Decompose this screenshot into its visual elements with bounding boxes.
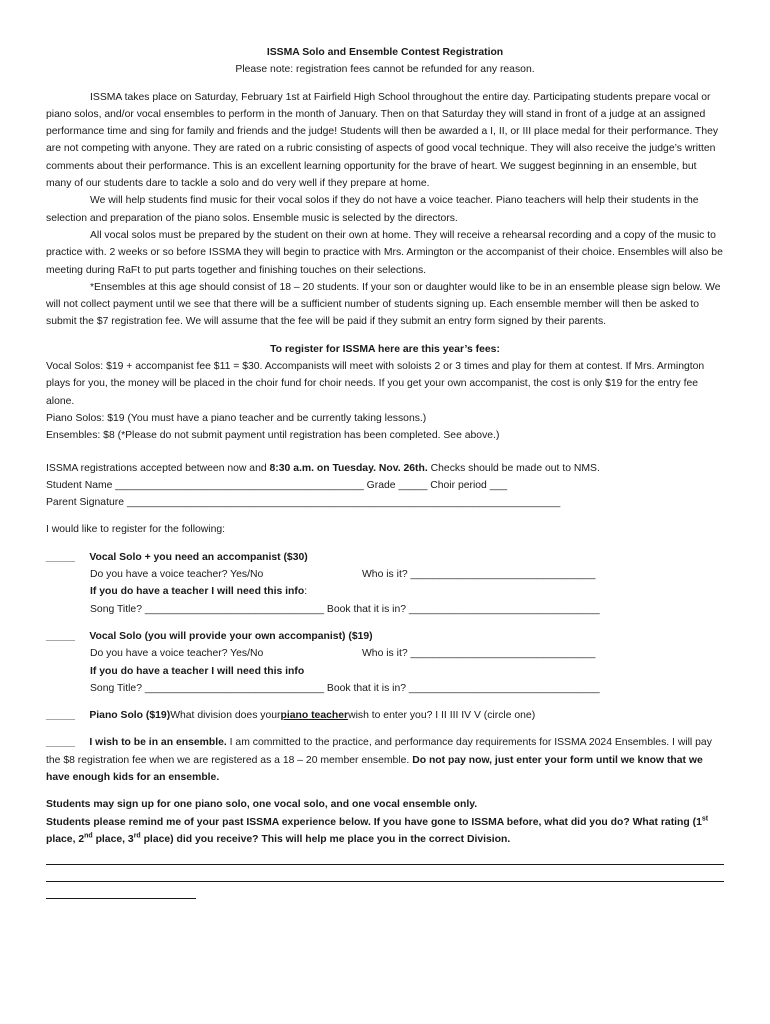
registration-deadline <box>46 460 724 477</box>
experience-text-d: place) did you receive? This will help me place you in the correct Division. <box>140 833 511 845</box>
vocal-accompanist-title: Vocal Solo + you need an accompanist ($30) <box>89 551 308 563</box>
experience-text-b: place, 2 <box>46 833 85 845</box>
who-is-it-field[interactable]: Who is it? ________________________________ <box>362 648 596 660</box>
option-ensemble <box>46 734 724 786</box>
checkbox-blank-vocal-accompanist[interactable]: _____ <box>46 551 75 563</box>
intro-paragraph-4: *Ensembles at this age should consist of 18 – 20 students. If your son or daughter would like to be in an ensemble please sign below. We will not collect payment until we see that there will be a sufficient number of students signing up. Each ensemble member will then be asked to submit the $7 registration fee. We will assume that the fee will be paid if they submit an entry form signed by their parents. <box>46 281 721 328</box>
option-vocal-own <box>46 628 724 645</box>
vocal-accompanist-teacher-row <box>46 566 724 583</box>
deadline-checks: Checks should be made out to NMS. <box>427 462 600 474</box>
song-title-field[interactable]: Song Title? _______________________________ <box>90 603 325 615</box>
ensemble-title: I wish to be in an ensemble. <box>89 737 227 749</box>
teacher-info-text: If you do have a teacher I will need this info <box>90 665 305 677</box>
sup-third: rd <box>133 832 141 840</box>
checkbox-blank-ensemble[interactable]: _____ <box>46 737 75 749</box>
checkbox-blank-vocal-own[interactable]: _____ <box>46 630 75 642</box>
sup-first: st <box>701 815 709 823</box>
who-is-it-field[interactable]: Who is it? ________________________________ <box>362 569 596 581</box>
fees-heading: To register for ISSMA here are this year’s fees: <box>270 343 500 355</box>
piano-solo-title: Piano Solo ($19) <box>89 710 171 722</box>
song-book-row <box>46 601 724 618</box>
checkbox-blank-piano[interactable]: _____ <box>46 710 75 722</box>
experience-answer-line[interactable] <box>46 865 724 882</box>
ensemble-payment-note: Do not pay now, just enter your form until we know that we have enough kids for an ensemble. <box>46 754 703 783</box>
refund-note: Please note: registration fees cannot be refunded for any reason. <box>235 64 535 76</box>
experience-answer-line[interactable] <box>46 882 196 899</box>
experience-text-a: Students please remind me of your past ISSMA experience below. If you have gone to ISSMA before, what did you do? What rating (1 <box>46 816 702 828</box>
intro-paragraph-3: All vocal solos must be prepared by the student on their own at home. They will receive a rehearsal recording and a copy of the music to practice with. 2 weeks or so before ISSMA they will begin to practice with Mrs. Armington or the accompanist of their choice. Ensembles will also be meeting during RaFt to put parts together and finishing touches on their selections. <box>46 229 723 276</box>
option-piano-solo <box>46 707 724 724</box>
piano-question: What division does your <box>170 710 281 722</box>
experience-answer-line[interactable] <box>46 848 724 865</box>
experience-text-c: place, 3 <box>92 833 134 845</box>
parent-signature-field[interactable]: Parent Signature ___________________________________________________________________________ <box>46 497 561 509</box>
vocal-own-title: Vocal Solo (you will provide your own accompanist) ($19) <box>89 630 373 642</box>
student-name-field[interactable]: Student Name ___________________________________________ Grade _____ Choir period ___ <box>46 479 508 491</box>
signup-limit-note: Students may sign up for one piano solo, one vocal solo, and one vocal ensemble only. <box>46 799 478 811</box>
piano-teacher-emphasis: piano teacher <box>280 710 349 722</box>
song-book-row <box>46 680 724 697</box>
form-title: ISSMA Solo and Ensemble Contest Registration <box>266 47 504 58</box>
book-field[interactable]: Book that it is in? _________________________________ <box>326 603 600 615</box>
voice-teacher-question: Do you have a voice teacher? Yes/No <box>90 648 264 660</box>
book-field[interactable]: Book that it is in? _________________________________ <box>326 682 600 694</box>
piano-division-choices[interactable]: wish to enter you? I II III IV V (circle one) <box>348 710 536 722</box>
teacher-info-note <box>46 663 724 680</box>
teacher-info-note <box>46 583 724 600</box>
ensemble-text: I am committed to the practice, and performance day requirements for ISSMA 2024 Ensembles. I will pay the $8 registration fee when we are registered as a 18 – 20 member ensemble. <box>46 737 712 766</box>
teacher-info-colon: : <box>304 586 308 598</box>
option-vocal-accompanist <box>46 549 724 566</box>
register-prompt: I would like to register for the following: <box>46 524 226 536</box>
intro-paragraph-1: ISSMA takes place on Saturday, February 1st at Fairfield High School throughout the entire day. Participating students prepare vocal or piano solos, and/or vocal ensembles to perform in the month of January. Then on that Saturday they will stand in front of a judge at an assigned performance time and sing for family and friends and the judge! Students will then be awarded a I, II, or III place medal for their performance. They are not competing with anyone. They are rated on a rubric consisting of aspects of good vocal technique. They will also receive the judge’s written comments about their performance. This is an excellent learning opportunity for the brave of heart. We suggest beginning in an ensemble, but many of our students dare to tackle a solo and do very well if they prepare at home. <box>46 91 719 190</box>
deadline-date: 8:30 a.m. on Tuesday. Nov. 26th. <box>269 462 428 474</box>
fee-piano-solos: Piano Solos: $19 (You must have a piano teacher and be currently taking lessons.) <box>46 412 427 424</box>
vocal-own-teacher-row <box>46 645 724 662</box>
fee-ensembles: Ensembles: $8 (*Please do not submit payment until registration has been completed. See above.) <box>46 430 500 442</box>
teacher-info-text: If you do have a teacher I will need this info <box>90 586 305 598</box>
voice-teacher-question: Do you have a voice teacher? Yes/No <box>90 569 264 581</box>
registration-form <box>46 44 724 899</box>
past-experience-prompt <box>46 814 724 849</box>
song-title-field[interactable]: Song Title? _______________________________ <box>90 682 325 694</box>
intro-paragraph-2: We will help students find music for their vocal solos if they do not have a voice teacher. Piano teachers will help their students in the selection and preparation of the piano solos. Ensemble music is selected by the directors. <box>46 195 699 224</box>
sup-second: nd <box>84 832 93 840</box>
deadline-text: ISSMA registrations accepted between now and <box>46 462 270 474</box>
fee-vocal-solos: Vocal Solos: $19 + accompanist fee $11 = $30. Accompanists will meet with soloists 2 or 3 times and play for them at contest. If Mrs. Armington plays for you, the money will be placed in the choir fund for choir needs. If you get your own accompanist, the cost is only $19 for the entry fee alone. <box>46 361 705 407</box>
